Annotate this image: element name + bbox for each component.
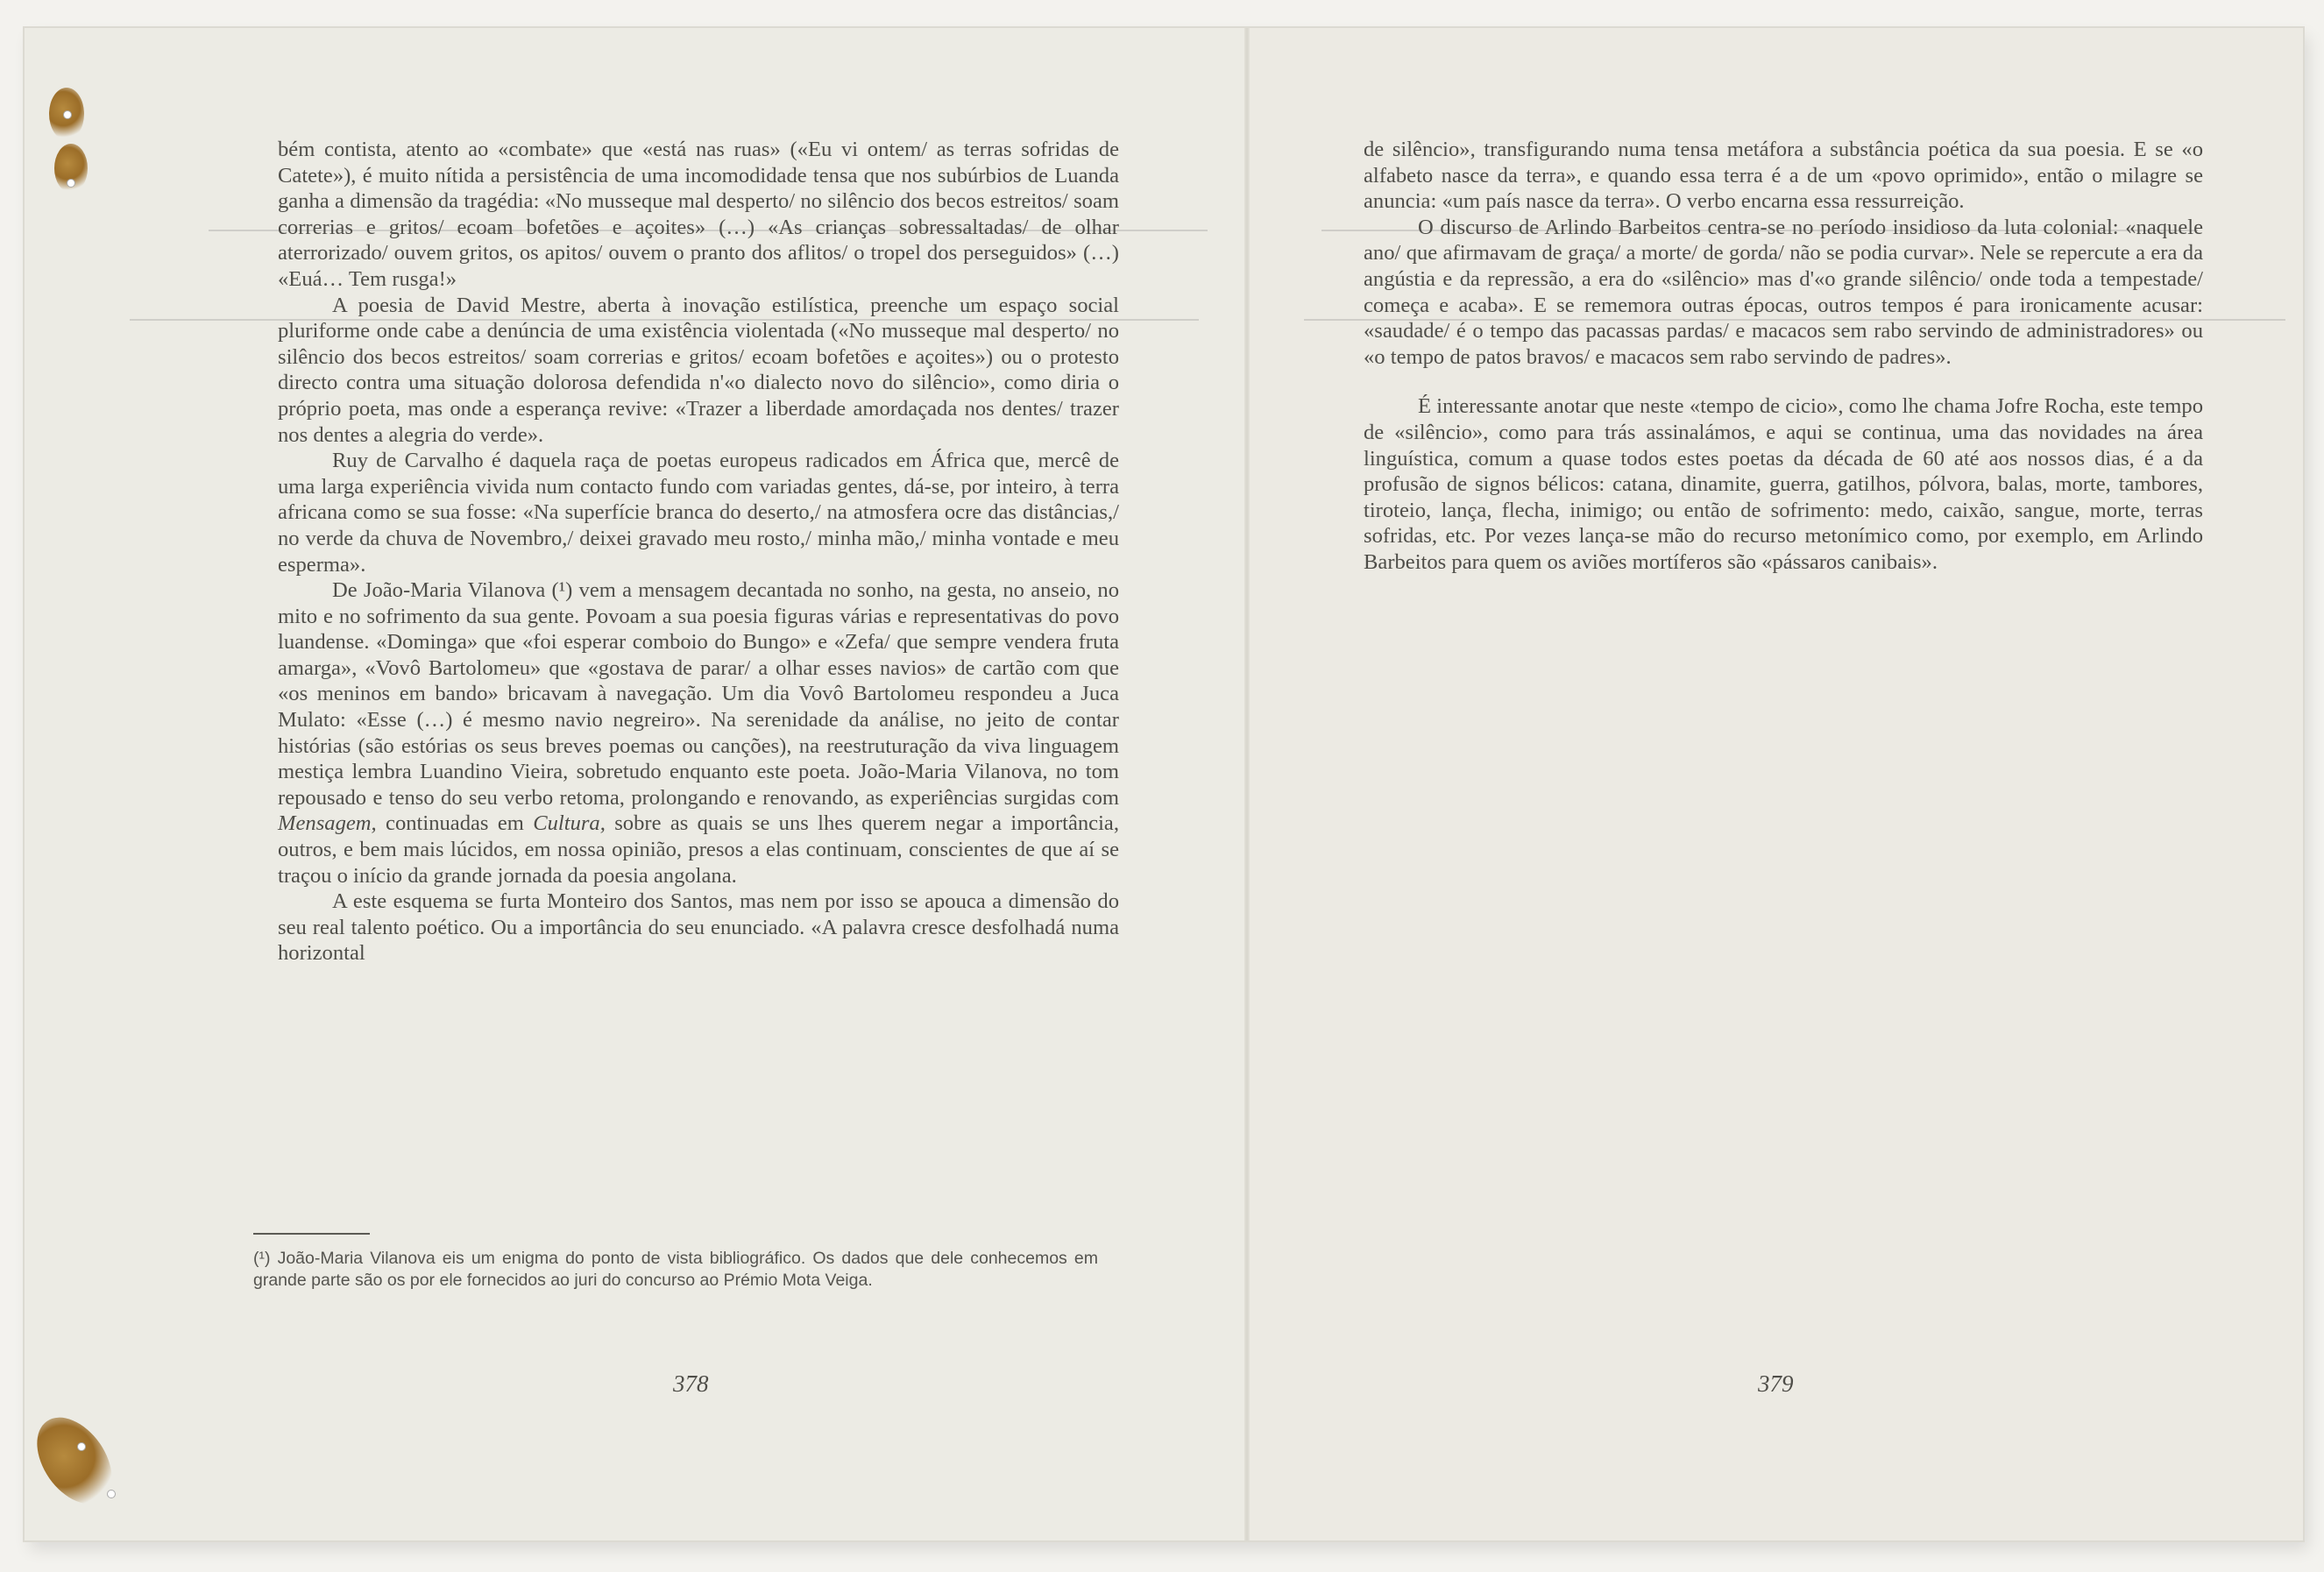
footnote	[253, 1248, 1098, 1291]
staple-hole	[77, 1442, 86, 1451]
right-paragraph-3: É interessante anotar que neste «tempo de cicio», como lhe chama Jofre Rocha, este tempo de «silêncio», como para trás assinalámos, e aqui se continua, uma das novidades na área linguística, comum a quase todos estes poetas da década de 60 até aos nossos dias, é a da profusão de signos bélicos: catana, dinamite, guerra, gatilhos, pólvora, balas, morte, tambores, tiroteio, lança, flecha, inimigo; ou então de sofrimento: medo, caixão, sangue, morte, terras sofridas, etc. Por vezes lança-se mão do recurso metonímico como, por exemplo, em Arlindo Barbeitos para quem os aviões mortíferos são «pássaros canibais».	[1364, 394, 2203, 574]
staple-hole	[67, 179, 75, 188]
italic-title: Mensagem,	[278, 811, 377, 836]
right-paragraph-1: de silêncio», transfigurando numa tensa metáfora a substância poética da sua poesia. E se «o alfabeto nasce da terra», e quando essa terra é a de um «povo oprimido», então o milagre se anuncia: «um país nasce da terra». O verbo encarna essa ressurreição.	[1364, 138, 2203, 214]
staple-hole	[107, 1490, 116, 1498]
footnote-rule	[253, 1233, 370, 1235]
italic-title: Cultura,	[533, 811, 606, 836]
left-paragraph-3: Ruy de Carvalho é daquela raça de poetas europeus radicados em África que, mercê de uma larga experiência vivida num contacto fundo com variadas gentes, dá-se, por inteiro, à terra africana como se sua fosse: «Na superfície branca do deserto,/ na atmosfera ocre das distâncias,/ no verde da chuva de Novembro,/ deixei gravado meu rosto,/ minha mão,/ minha vontade e meu esperma».	[278, 449, 1119, 577]
left-paragraph-1: bém contista, atento ao «combate» que «está nas ruas» («Eu vi ontem/ as terras sofridas de Catete»), é muito nítida a persistência de uma incomodidade tensa que nos subúrbios de Luanda ganha a dimensão da tragédia: «No musseque mal desperto/ no silêncio dos becos estreitos/ soam correrias e gritos/ ecoam bofetões e açoites» (…) «As crianças sobressaltadas/ de olhar aterrorizado/ ouvem gritos, os apitos/ ouvem o pranto dos aflitos/ o tropel dos perseguidos» (…) «Euá… Tem rusga!»	[278, 138, 1119, 291]
left-page-text	[278, 137, 1119, 967]
left-paragraph-2: A poesia de David Mestre, aberta à inovação estilística, preenche um espaço social pluriforme onde cabe a denúncia de uma existência violentada («No musseque mal desperto/ no silêncio dos becos estreitos/ soam correrias e gritos/ ecoam bofetões e açoites») ou o protesto directo contra uma situação dolorosa defendida n'«o dialecto novo do silêncio», como diria o próprio poeta, mas onde a esperança revive: «Trazer a liberdade amordaçada nos dentes/ trazer nos dentes a alegria do verde».	[278, 293, 1119, 447]
right-paragraph-2: O discurso de Arlindo Barbeitos centra-se no período insidioso da luta colonial: «naquele ano/ que afirmavam de graça/ a morte/ de gorda/ não se podia curvar». Nele se repercute a era da angústia e da repressão, a era do «silêncio» mas d'«o grande silêncio/ onde toda a tempestade/ começa e acaba». E se rememora outras épocas, outros tempos é para ironicamente acusar: «saudade/ é o tempo das pacassas pardas/ e macacos sem rabo servindo de administradores» ou «o tempo de patos bravos/ e macacos sem rabo servindo de padres».	[1364, 215, 2203, 369]
page-number-right: 379	[1758, 1370, 1794, 1397]
left-paragraph-4: De João-Maria Vilanova (¹) vem a mensagem decantada no sonho, na gesta, no anseio, no mito e no sofrimento da sua gente. Povoam a sua poesia figuras várias e representativas do povo luandense. «Dominga» que «foi esperar comboio do Bungo» e «Zefa/ que sempre vendera fruta amarga», «Vovô Bartolomeu» que «gostava de parar/ a olhar esses navios» de cartão com que «os meninos em bando» bricavam à navegação. Um dia Vovô Bartolomeu respondeu a Juca Mulato: «Esse (…) é mesmo navio negreiro». Na serenidade da análise, no jeito de contar histórias (são estórias os seus breves poemas ou canções), na reestruturação da viva linguagem mestiça lembra Luandino Vieira, sobretudo enquanto este poeta. João-Maria Vilanova, no tom repousado e tenso do seu verbo retoma, prolongando e renovando, as experiências surgidas com Mensagem, continuadas em Cultura, sobre as quais se uns lhes querem negar a importância, outros, e bem mais lúcidos, em nossa opinião, presos a elas continuam, conscientes de que aí se traçou o início da grande jornada da poesia angolana.	[278, 578, 1119, 888]
left-paragraph-5: A este esquema se furta Monteiro dos Santos, mas nem por isso se apouca a dimensão do seu real talento poético. Ou a importância do seu enunciado. «A palavra cresce desfolhadá numa horizontal	[278, 889, 1119, 966]
footnote-text: (¹) João-Maria Vilanova eis um enigma do ponto de vista bibliográfico. Os dados que dele conhecemos em grande parte são os por ele fornecidos ao juri do concurso ao Prémio Mota Veiga.	[253, 1249, 1098, 1290]
page-gutter	[1244, 28, 1250, 1540]
right-page-text	[1364, 137, 2203, 576]
staple-hole	[63, 110, 72, 119]
page-number-left: 378	[673, 1370, 709, 1397]
